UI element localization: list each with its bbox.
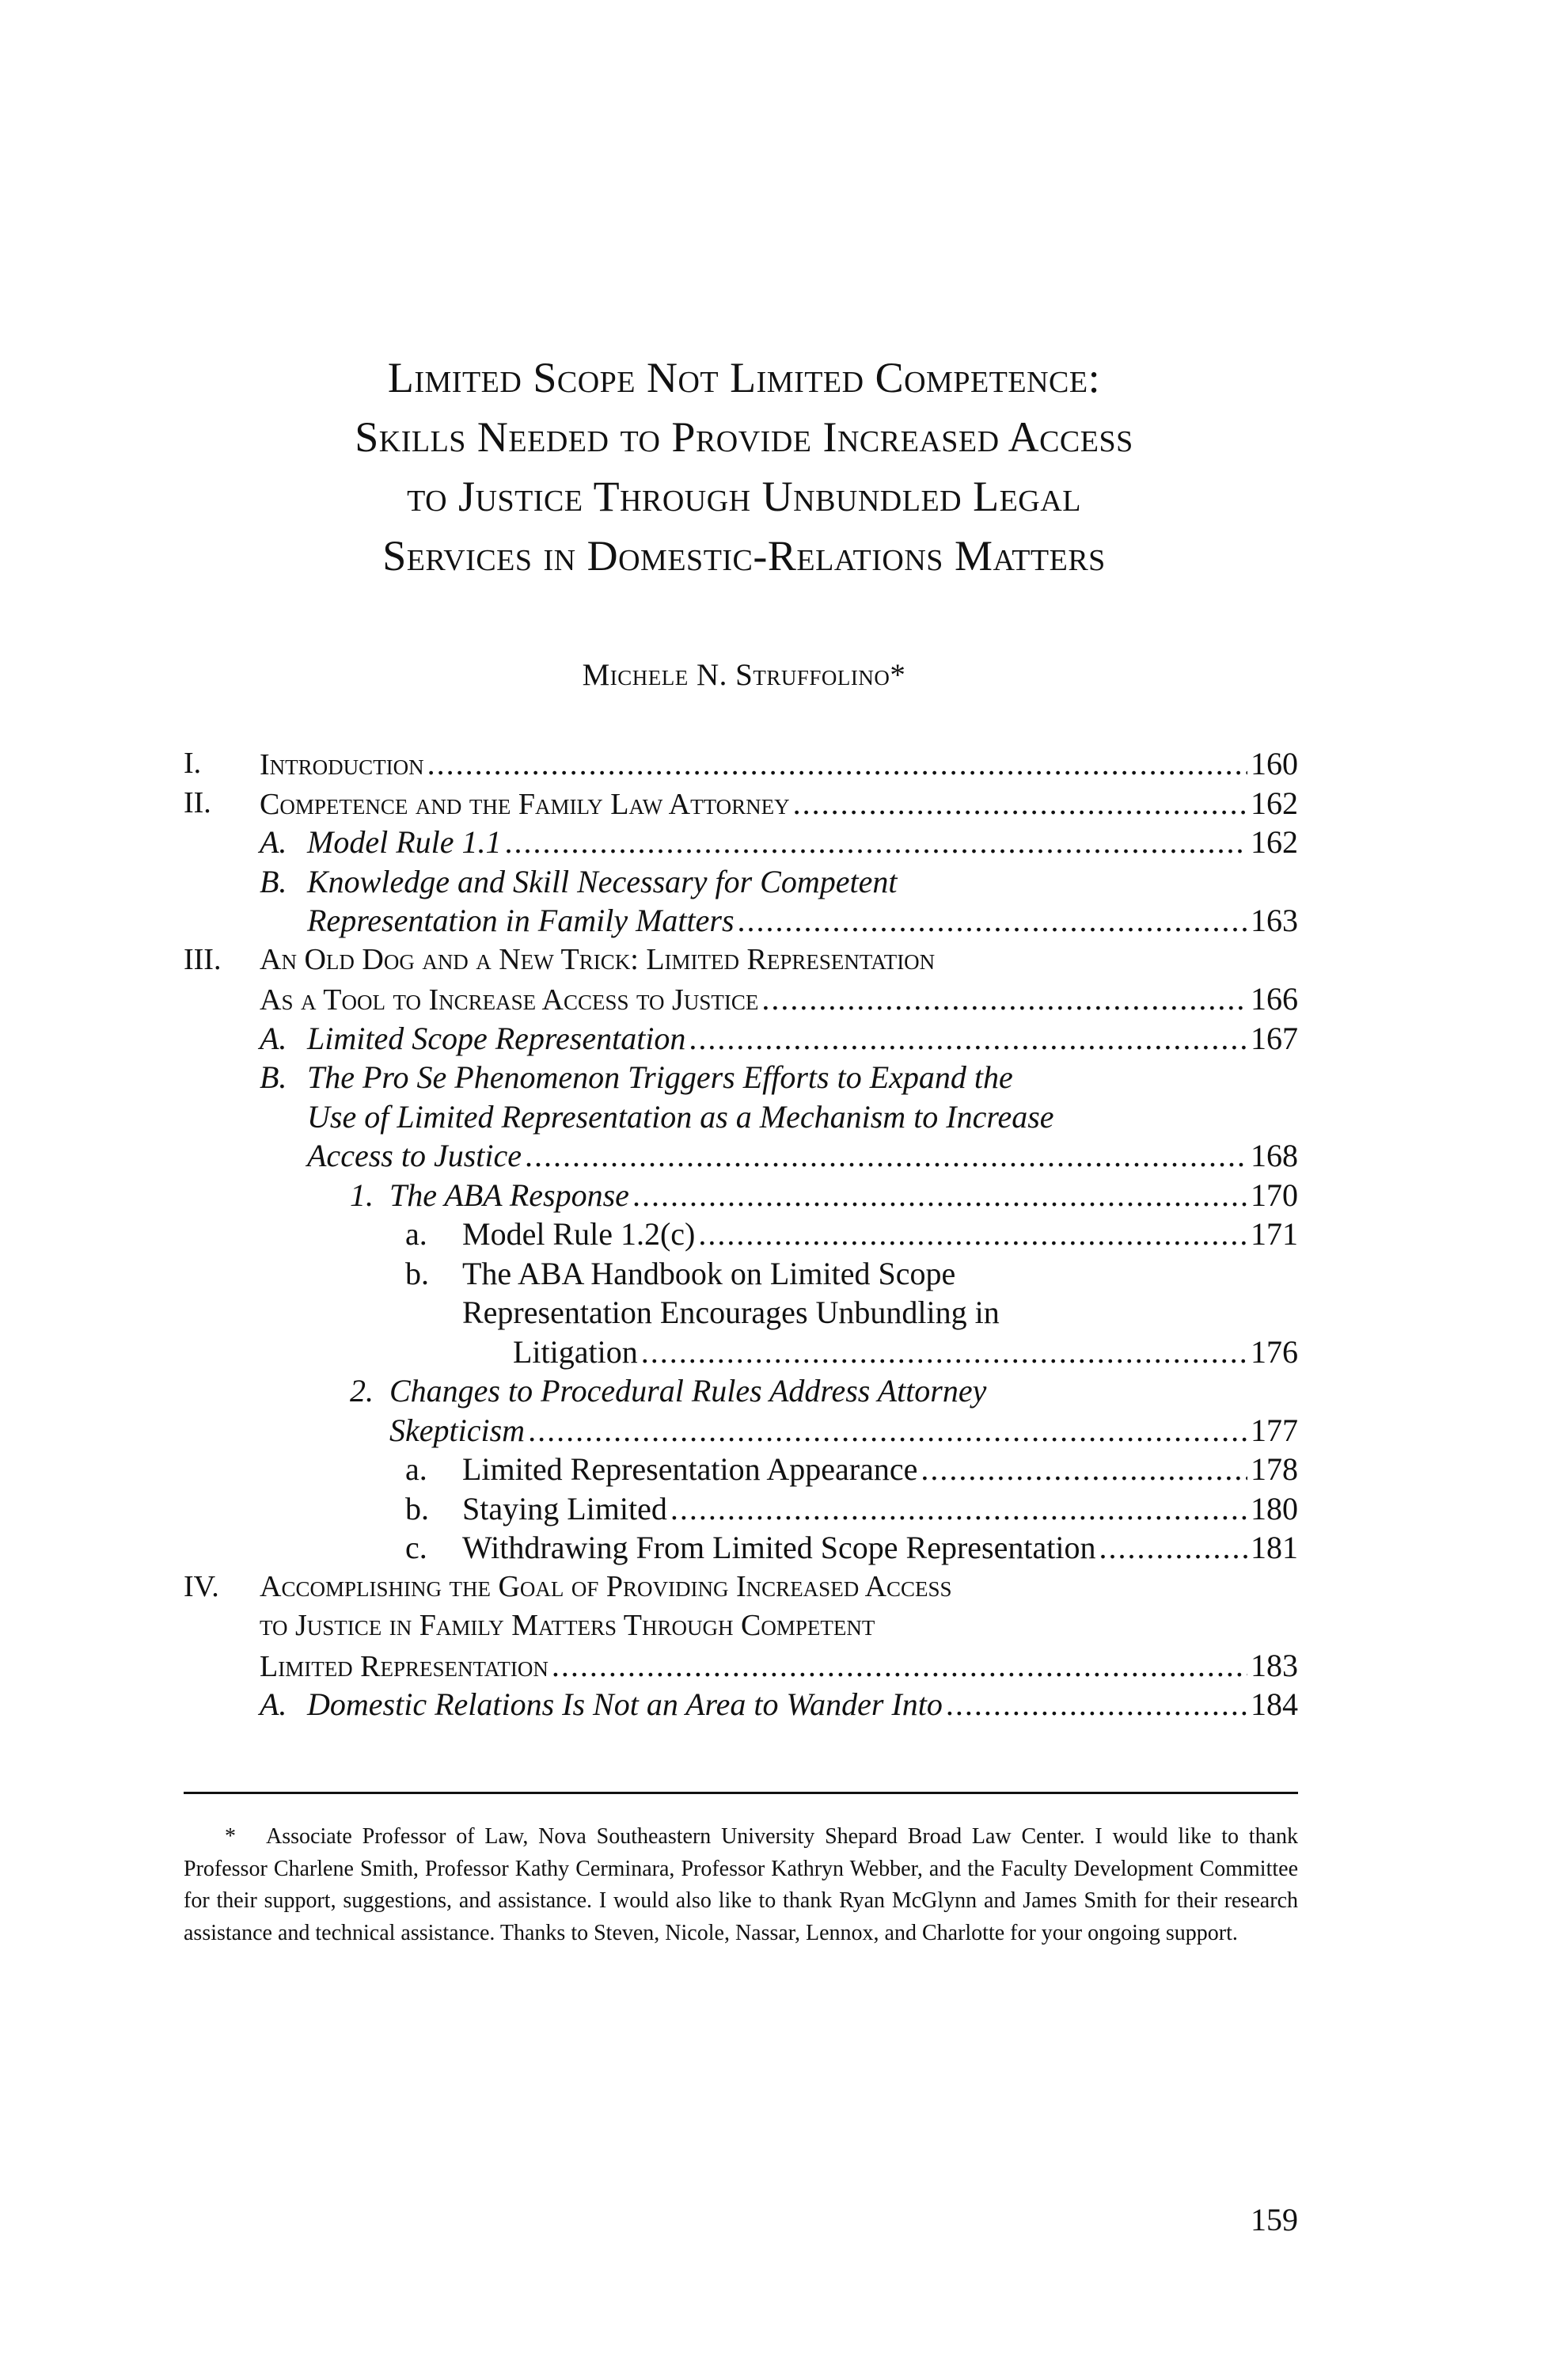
toc-leader — [761, 979, 1247, 1019]
toc-row — [184, 1371, 1298, 1411]
toc-title: Model Rule 1.1 — [307, 824, 502, 860]
toc-number: III. — [184, 942, 222, 976]
toc-row — [184, 1058, 1298, 1097]
toc-entry — [260, 1606, 1298, 1646]
toc-entry — [389, 1411, 1298, 1450]
toc-entry — [307, 1058, 1298, 1097]
toc-title: The ABA Response — [389, 1177, 629, 1213]
toc-page: 176 — [1251, 1333, 1298, 1370]
toc-row — [184, 744, 1298, 784]
toc-title: As a Tool to Increase Access to Justice — [260, 983, 759, 1017]
toc-leader — [505, 823, 1248, 862]
toc-entry — [260, 744, 1298, 784]
toc-entry — [307, 1685, 1298, 1724]
title-line-3: to Justice Through Unbundled Legal — [407, 473, 1081, 520]
toc-entry — [307, 901, 1298, 941]
toc-title: Introduction — [260, 748, 424, 781]
toc-row — [184, 1646, 1298, 1686]
toc-number: a. — [405, 1216, 427, 1252]
toc-page: 181 — [1251, 1530, 1298, 1565]
toc-title: Domestic Relations Is Not an Area to Wander Into — [307, 1686, 943, 1722]
toc-row — [184, 1411, 1298, 1450]
toc-title: Staying Limited — [462, 1490, 667, 1526]
toc-number: c. — [405, 1530, 427, 1565]
toc-title: Representation in Family Matters — [307, 903, 735, 938]
toc-row — [184, 1685, 1298, 1724]
toc-entry — [260, 784, 1298, 823]
toc-title: Access to Justice — [307, 1138, 522, 1173]
toc-page: 160 — [1251, 746, 1298, 781]
toc-page: 184 — [1251, 1686, 1298, 1722]
toc-leader — [946, 1685, 1247, 1724]
toc-row — [184, 1019, 1298, 1059]
toc-title: The ABA Handbook on Limited Scope — [462, 1255, 956, 1291]
toc-leader — [1099, 1528, 1247, 1568]
toc-title: Model Rule 1.2(c) — [462, 1216, 696, 1252]
toc-leader — [738, 901, 1247, 941]
toc-entry — [260, 1646, 1298, 1686]
toc-title: Skepticism — [389, 1412, 526, 1448]
toc-title: Limited Representation Appearance — [462, 1451, 918, 1487]
toc-number: I. — [184, 747, 202, 780]
toc-leader — [921, 1450, 1247, 1489]
page-number: 159 — [1251, 2202, 1298, 2237]
toc-entry — [462, 1450, 1298, 1489]
footnote-marker: * — [225, 1824, 236, 1849]
toc-leader — [427, 744, 1247, 784]
toc-entry — [307, 823, 1298, 862]
toc-row — [184, 1097, 1298, 1137]
toc-row — [184, 823, 1298, 862]
toc-row — [184, 1136, 1298, 1176]
toc-leader — [552, 1646, 1247, 1686]
toc-entry — [462, 1254, 1298, 1294]
toc-number: 2. — [350, 1373, 374, 1409]
toc-title: The Pro Se Phenomenon Triggers Efforts to Expand the — [307, 1059, 1013, 1095]
toc-leader — [698, 1215, 1247, 1254]
toc-page: 171 — [1251, 1216, 1298, 1252]
toc-title: An Old Dog and a New Trick: Limited Representation — [260, 942, 936, 976]
toc-title: Withdrawing From Limited Scope Representation — [462, 1530, 1096, 1565]
toc-page: 167 — [1251, 1020, 1298, 1056]
toc-page: 163 — [1251, 903, 1298, 938]
table-of-contents — [184, 744, 1298, 1724]
toc-number: b. — [405, 1490, 429, 1526]
toc-leader — [641, 1333, 1247, 1372]
toc-title: to Justice in Family Matters Through Competent — [260, 1609, 875, 1642]
toc-number: B. — [260, 1059, 287, 1095]
toc-entry — [307, 862, 1298, 902]
toc-page: 178 — [1251, 1451, 1298, 1487]
toc-number: B. — [260, 863, 287, 899]
toc-number: A. — [260, 824, 287, 860]
toc-page: 170 — [1251, 1177, 1298, 1213]
toc-row — [184, 1333, 1298, 1372]
toc-row — [184, 862, 1298, 902]
toc-number: A. — [260, 1686, 287, 1722]
toc-row — [184, 901, 1298, 941]
toc-row — [184, 1528, 1298, 1568]
title-line-4: Services in Domestic-Relations Matters — [382, 532, 1106, 580]
toc-title: Use of Limited Representation as a Mechanism to Increase — [307, 1098, 1054, 1135]
toc-title: Limited Representation — [260, 1649, 549, 1683]
toc-title: Changes to Procedural Rules Address Attorney — [389, 1373, 987, 1409]
toc-leader — [525, 1136, 1247, 1176]
toc-page: 183 — [1251, 1647, 1298, 1683]
toc-number: 1. — [350, 1177, 374, 1213]
article-author: Michele N. Struffolino* — [582, 658, 906, 692]
toc-leader — [689, 1019, 1247, 1059]
toc-entry — [260, 1568, 1298, 1607]
title-line-2: Skills Needed to Provide Increased Access — [355, 413, 1133, 461]
toc-row — [184, 1450, 1298, 1489]
footnote-text: Associate Professor of Law, Nova Southeastern University Shepard Broad Law Center. I would like to thank Professor Charlene Smith, Professor Kathy Cerminara, Professor Kathryn Webber, and the Faculty Development Committee for their support, suggestions, and assistance. I would also like to thank Ryan McGlynn and James Smith for their research assistance and technical assistance. Thanks to Steven, Nicole, Nassar, Lennox, and Charlotte for your ongoing support. — [184, 1824, 1298, 1945]
toc-title: Competence and the Family Law Attorney — [260, 787, 790, 821]
toc-title: Representation Encourages Unbundling in — [462, 1295, 1000, 1330]
toc-row — [184, 979, 1298, 1019]
toc-page: 166 — [1251, 981, 1298, 1017]
toc-entry — [389, 1176, 1298, 1215]
toc-page: 162 — [1251, 824, 1298, 860]
toc-number: a. — [405, 1451, 427, 1487]
toc-leader — [528, 1411, 1247, 1450]
toc-number: IV. — [184, 1569, 219, 1603]
toc-page: 177 — [1251, 1412, 1298, 1448]
toc-row — [184, 1606, 1298, 1646]
toc-leader — [670, 1489, 1247, 1529]
article-title — [142, 348, 1346, 586]
toc-row — [184, 1176, 1298, 1215]
toc-number: II. — [184, 785, 211, 819]
toc-page: 162 — [1251, 785, 1298, 821]
toc-page: 168 — [1251, 1138, 1298, 1173]
title-line-1: Limited Scope Not Limited Competence: — [387, 354, 1101, 401]
toc-entry — [462, 1489, 1298, 1529]
toc-entry — [260, 979, 1298, 1019]
toc-number: b. — [405, 1255, 429, 1291]
toc-row — [184, 1293, 1298, 1333]
toc-title: Limited Scope Representation — [307, 1020, 686, 1056]
toc-entry — [462, 1293, 1298, 1333]
footnote-divider — [184, 1792, 1298, 1794]
toc-entry — [462, 1215, 1298, 1254]
toc-leader — [632, 1176, 1247, 1215]
toc-entry — [307, 1097, 1298, 1137]
toc-entry — [260, 941, 1298, 980]
toc-row — [184, 1568, 1298, 1607]
toc-entry — [389, 1371, 1298, 1411]
toc-entry — [307, 1019, 1298, 1059]
toc-row — [184, 784, 1298, 823]
toc-title: Litigation — [513, 1333, 638, 1370]
toc-entry — [462, 1528, 1298, 1568]
toc-row — [184, 1489, 1298, 1529]
toc-number: A. — [260, 1020, 287, 1056]
toc-row — [184, 1254, 1298, 1294]
toc-page: 180 — [1251, 1490, 1298, 1526]
toc-leader — [793, 784, 1247, 823]
toc-row — [184, 1215, 1298, 1254]
toc-title: Knowledge and Skill Necessary for Competent — [307, 863, 898, 899]
author-footnote — [184, 1821, 1298, 1949]
toc-title: Accomplishing the Goal of Providing Increased Access — [260, 1569, 952, 1603]
toc-row — [184, 941, 1298, 980]
toc-entry — [513, 1333, 1298, 1372]
toc-entry — [307, 1136, 1298, 1176]
